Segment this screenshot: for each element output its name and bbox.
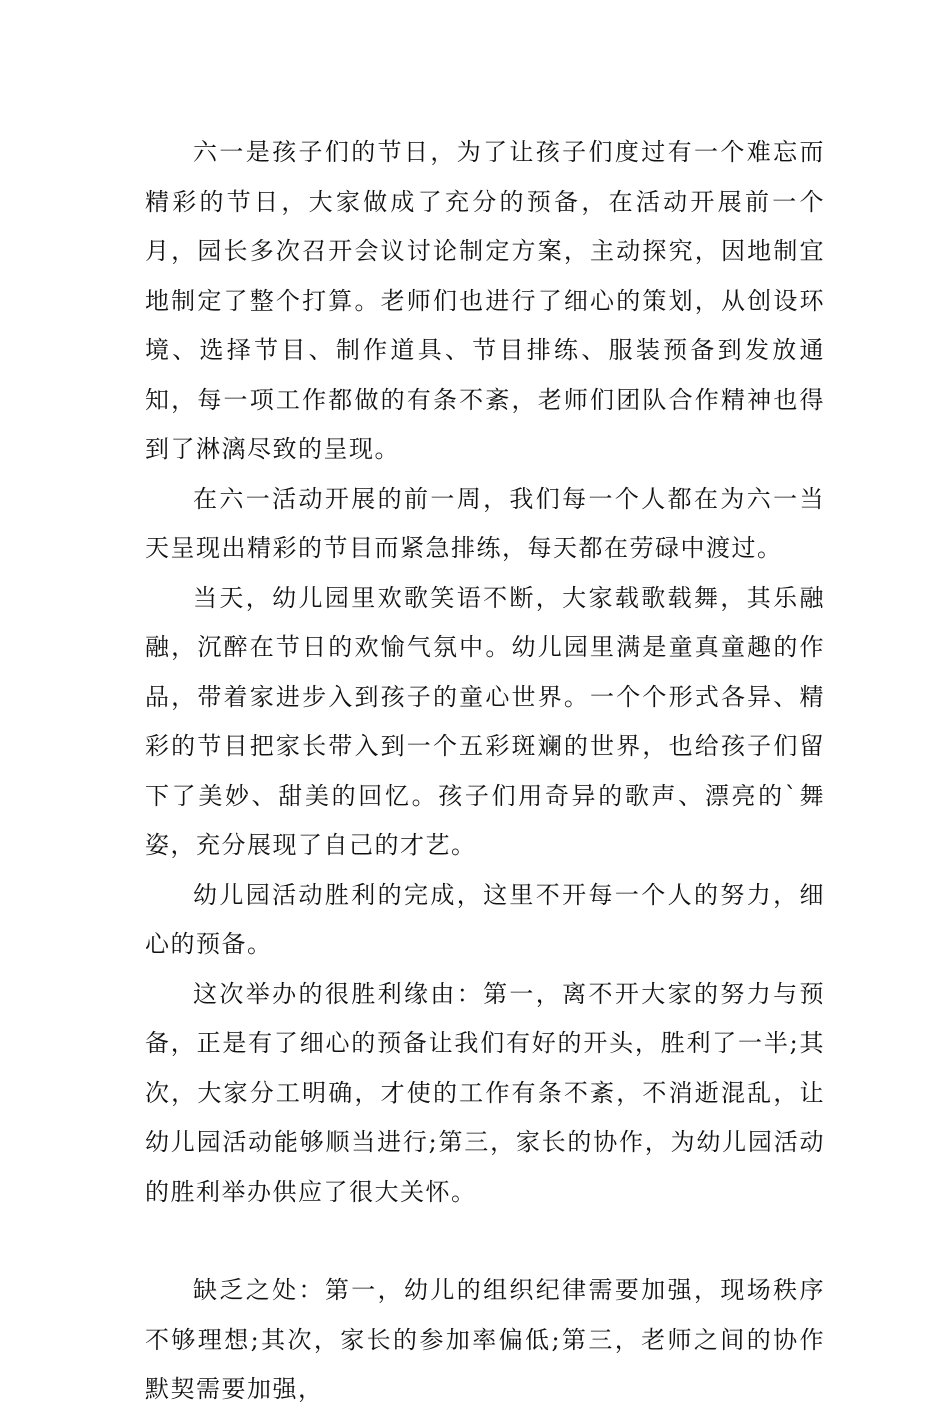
- paragraph-preparation: 六一是孩子们的节日，为了让孩子们度过有一个难忘而精彩的节日，大家做成了充分的预备，在活动开展前一个月，园长多次召开会议讨论制定方案，主动探究，因地制宜地制定了整个打算。老师们也进行了细心的策划，从创设环境、选择节目、制作道具、节目排练、服装预备到发放通知，每一项工作都做的有条不紊，老师们团队合作精神也得到了淋漓尽致的呈现。: [145, 138, 825, 463]
- paragraph-rehearsal: 在六一活动开展的前一周，我们每一个人都在为六一当天呈现出精彩的节目而紧急排练，每天都在劳碌中渡过。: [145, 484, 825, 562]
- paragraph-completion: 幼儿园活动胜利的完成，这里不开每一个人的努力，细心的预备。: [145, 880, 825, 958]
- paragraph-event-day: 当天，幼儿园里欢歌笑语不断，大家载歌载舞，其乐融融，沉醉在节日的欢愉气氛中。幼儿园里满是童真童趣的作品，带着家进步入到孩子的童心世界。一个个形式各异、精彩的节目把家长带入到一个五彩斑斓的世界，也给孩子们留下了美妙、甜美的回忆。孩子们用奇异的歌声、漂亮的`舞姿，充分展现了自己的才艺。: [145, 583, 825, 859]
- document-body: [145, 128, 825, 1415]
- paragraph-success-reasons: 这次举办的很胜利缘由：第一，离不开大家的努力与预备，正是有了细心的预备让我们有好的开头，胜利了一半;其次，大家分工明确，才使的工作有条不紊，不消逝混乱，让幼儿园活动能够顺当进行;第三，家长的协作，为幼儿园活动的胜利举办供应了很大关怀。: [145, 979, 825, 1206]
- paragraph-shortcomings: 缺乏之处：第一，幼儿的组织纪律需要加强，现场秩序不够理想;其次，家长的参加率偏低;第三，老师之间的协作默契需要加强，: [145, 1276, 825, 1403]
